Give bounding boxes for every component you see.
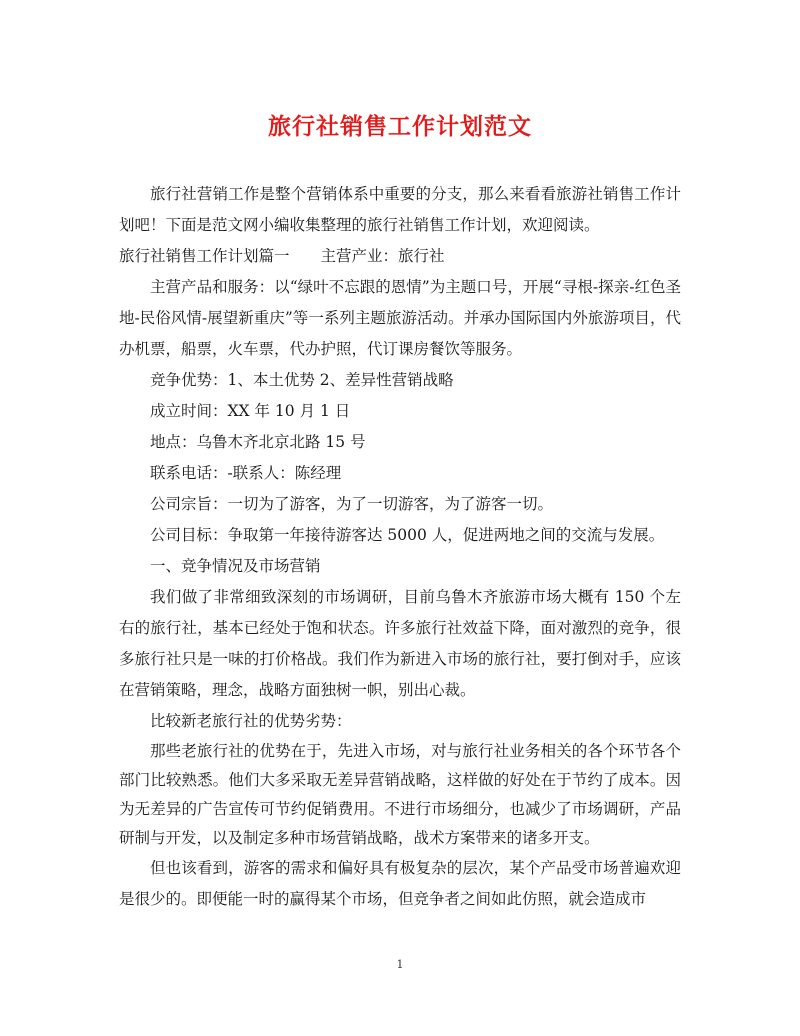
competitive-advantage-line: 竞争优势：1、本土优势 2、差异性营销战略 <box>150 371 454 389</box>
company-purpose-line: 公司宗旨：一切为了游客，为了一切游客，为了游客一切。 <box>150 495 554 513</box>
products-services-paragraph: 主营产品和服务：以“绿叶不忘跟的恩情”为主题口号，开展“寻根-探亲-红色圣地-民俗风情-展望新重庆”等一系列主题旅游活动。并承办国际国内外旅游项目，代办机票，船票，火车票，代办护照，代订课房餐饮等服务。 <box>119 278 681 358</box>
plan-heading-line: 旅行社销售工作计划篇一 主营产业：旅行社 <box>119 247 445 265</box>
old-agencies-paragraph: 那些老旅行社的优势在于，先进入市场，对与旅行社业务相关的各个环节各个部门比较熟悉。他们大多采取无差异营销战略，这样做的好处在于节约了成本。因为无差异的广告宣传可节约促销费用。不进行市场细分，也减少了市场调研，产品研制与开发，以及制定多种市场营销战略，战术方案带来的诸多开支。 <box>119 742 681 847</box>
contact-line: 联系电话：-联系人：陈经理 <box>150 464 342 482</box>
founding-date-line: 成立时间：XX 年 10 月 1 日 <box>150 402 351 420</box>
market-research-paragraph: 我们做了非常细致深刻的市场调研，目前乌鲁木齐旅游市场大概有 150 个左右的旅行社，基本已经处于饱和状态。许多旅行社效益下降，面对激烈的竞争，很多旅行社只是一味的打价格战。我们作为新进入市场的旅行社，要打倒对手，应该在营销策略，理念，战略方面独树一帜，别出心裁。 <box>119 588 681 699</box>
customer-needs-paragraph: 但也该看到，游客的需求和偏好具有极复杂的层次，某个产品受市场普遍欢迎是很少的。即便能一时的赢得某个市场，但竞争者之间如此仿照，就会造成市 <box>119 859 681 908</box>
document-title: 旅行社销售工作计划范文 <box>268 113 532 140</box>
page-number: 1 <box>396 958 404 971</box>
comparison-heading: 比较新老旅行社的优势劣势： <box>150 712 352 730</box>
company-goal-line: 公司目标：争取第一年接待游客达 5000 人，促进两地之间的交流与发展。 <box>150 526 665 544</box>
document-body <box>119 179 681 915</box>
intro-paragraph: 旅行社营销工作是整个营销体系中重要的分支，那么来看看旅游社销售工作计划吧！下面是范文网小编收集整理的旅行社销售工作计划，欢迎阅读。 <box>119 185 681 234</box>
section-heading-competition: 一、竞争情况及市场营销 <box>150 557 321 575</box>
address-line: 地点：乌鲁木齐北京北路 15 号 <box>150 433 366 451</box>
